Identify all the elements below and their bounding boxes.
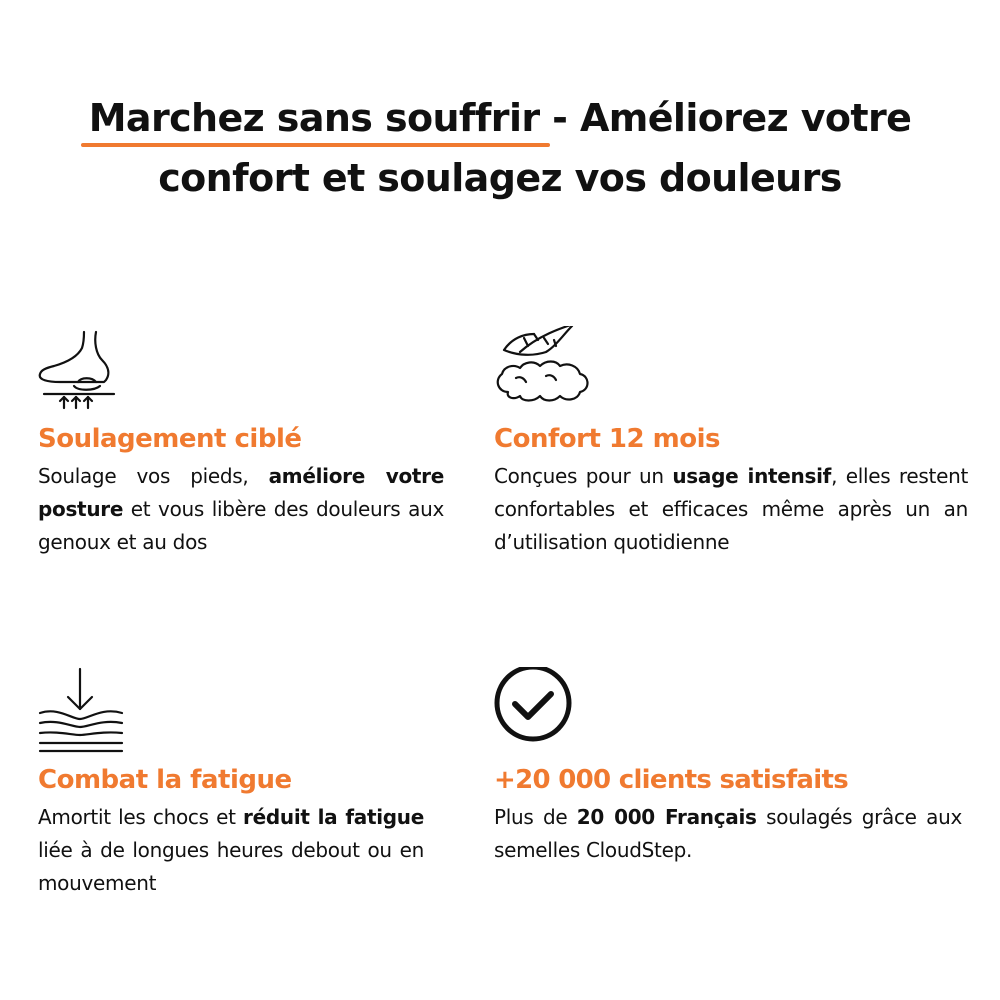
headline-highlight [89,88,540,148]
feature-description: Amortit les chocs et réduit la fatigue liée à de longues heures debout ou en mouvement [38,805,425,895]
page-headline [40,88,960,208]
feature-description: Soulage vos pieds, améliore votre posture et vous libère des douleurs aux genoux et au dos [38,464,444,554]
feature-title: Confort 12 mois [494,424,721,454]
checkmark-circle-icon [494,667,586,759]
foot-pressure-icon [38,326,130,418]
feature-title: Combat la fatigue [38,765,292,795]
shock-absorb-icon [38,667,130,759]
feature-description: Conçues pour un usage intensif, elles restent confortables et efficaces même après un an d’utilisation quotidienne [494,464,969,554]
feature-title: Soulagement ciblé [38,424,302,454]
feature-title: +20 000 clients satisfaits [494,765,848,795]
feather-cloud-icon [494,326,586,418]
headline-underline [81,143,550,147]
feature-description: Plus de 20 000 Français soulagés grâce aux semelles CloudStep. [494,805,962,862]
headline-highlight-text: Marchez sans souffrir [88,96,540,140]
headline-part2: - Améliorez votre [539,96,912,140]
headline-line2: confort et soulagez vos douleurs [158,156,842,200]
